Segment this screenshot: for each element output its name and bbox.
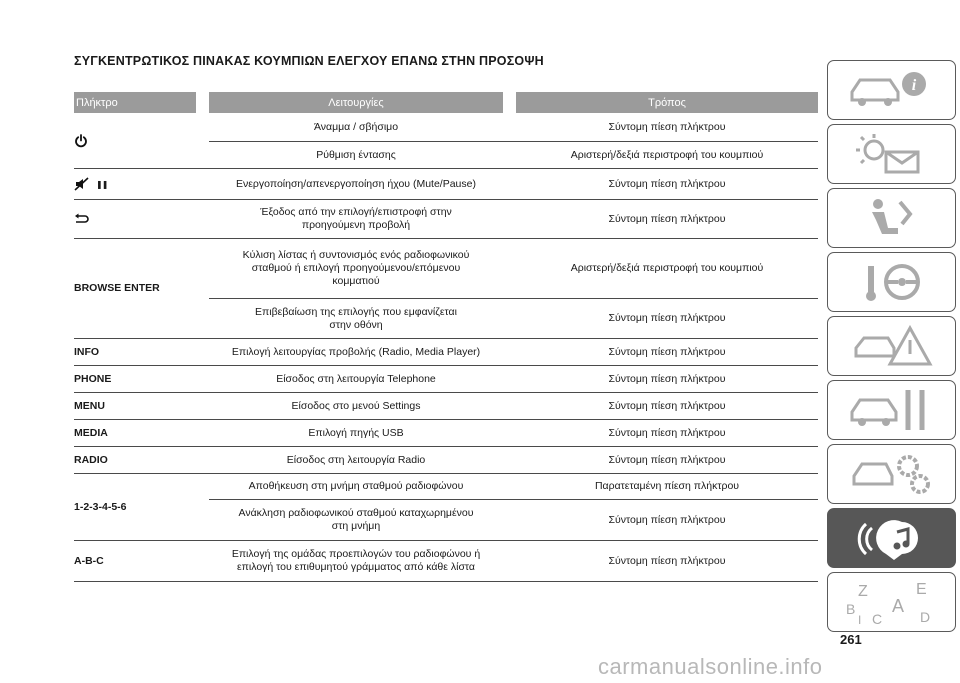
- index-letter: B: [845, 601, 855, 617]
- function-cell: Επιβεβαίωση της επιλογής που εμφανίζεται στην οθόνη: [255, 305, 457, 331]
- chapter-tabs: [827, 60, 956, 640]
- chapter-tab[interactable]: [827, 380, 956, 440]
- function-cell: Αποθήκευση στη μνήμη σταθμού ραδιοφώνου: [248, 480, 464, 492]
- multimedia-icon: [842, 514, 942, 562]
- pause-glyph: ❚❚: [96, 179, 108, 189]
- key-power: [74, 114, 204, 168]
- header-mode: Τρόπος: [516, 92, 818, 113]
- mode-cell: Σύντομη πίεση πλήκτρου: [608, 121, 726, 133]
- watermark: carmanualsonline.info: [598, 654, 823, 679]
- mode-cell: Σύντομη πίεση πλήκτρου: [608, 453, 726, 466]
- function-cell: Ανάκληση ραδιοφωνικού σταθμού καταχωρημένου στη μνήμη: [238, 507, 474, 532]
- mode-cell: Αριστερή/δεξιά περιστροφή του κουμπιού: [570, 262, 764, 274]
- key-steering-wheel-icon: [842, 258, 942, 306]
- function-cell: Ρύθμιση έντασης: [316, 148, 396, 161]
- row-divider: [74, 581, 818, 582]
- page-number: 261: [840, 632, 862, 647]
- index-letter: D: [919, 609, 930, 625]
- key-label: RADIO: [74, 453, 108, 466]
- header-key: Πλήκτρο: [74, 92, 196, 113]
- car-info-icon: [842, 66, 942, 114]
- function-cell: Άναμμα / σβήσιμο: [313, 121, 399, 133]
- mode-cell: Σύντομη πίεση πλήκτρου: [608, 372, 726, 385]
- mode-cell: Σύντομη πίεση πλήκτρου: [608, 177, 726, 190]
- mode-cell: Σύντομη πίεση πλήκτρου: [608, 212, 726, 225]
- mode-cell: Σύντομη πίεση πλήκτρου: [608, 554, 726, 567]
- function-cell: Είσοδος στο μενού Settings: [291, 399, 421, 412]
- index-letter: E: [915, 581, 927, 598]
- chapter-tab[interactable]: [827, 124, 956, 184]
- power-icon: [74, 134, 88, 148]
- mode-cell: Σύντομη πίεση πλήκτρου: [608, 345, 726, 358]
- chapter-tab[interactable]: [827, 188, 956, 248]
- chapter-tab[interactable]: [827, 252, 956, 312]
- mute-pause-icon: [74, 177, 90, 191]
- key-back: [74, 200, 204, 238]
- key-label: INFO: [74, 345, 100, 358]
- function-cell: Επιλογή της ομάδας προεπιλογών του ραδιοφώνου ή επιλογή του επιθυμητού γράμματος από κάθε λίστα: [231, 548, 481, 573]
- chapter-tab-active[interactable]: [827, 508, 956, 568]
- index-letter: Z: [857, 583, 868, 600]
- chapter-tab[interactable]: [827, 316, 956, 376]
- function-cell: Έξοδος από την επιλογή/επιστροφή στην προηγούμενη προβολή: [260, 206, 452, 231]
- function-cell: Είσοδος στη λειτουργία Telephone: [276, 372, 436, 385]
- key-label: MEDIA: [74, 426, 108, 439]
- function-cell: Κύλιση λίστας ή συντονισμός ενός ραδιοφωνικού σταθμού ή επιλογή προηγούμενου/επόμενου κομματιού: [242, 249, 470, 287]
- mode-cell: Σύντομη πίεση πλήκτρου: [608, 513, 726, 526]
- seat-airbag-icon: [842, 194, 942, 242]
- mode-cell: Αριστερή/δεξιά περιστροφή του κουμπιού: [570, 148, 764, 161]
- index-letter: I: [857, 613, 861, 626]
- accident-warning-icon: [842, 322, 942, 370]
- warning-lights-mail-icon: [842, 130, 942, 178]
- index-letter: A: [891, 596, 904, 616]
- key-mute-pause: [74, 169, 204, 199]
- function-cell: Ενεργοποίηση/απενεργοποίηση ήχου (Mute/Pause): [236, 177, 476, 190]
- page-title: ΣΥΓΚΕΝΤΡΩΤΙΚΟΣ ΠΙΝΑΚΑΣ ΚΟΥΜΠΙΩΝ ΕΛΕΓΧΟΥ ΕΠΑΝΩ ΣΤΗΝ ΠΡΟΣΟΨΗ: [74, 54, 544, 68]
- chapter-tab[interactable]: [827, 444, 956, 504]
- chapter-tab[interactable]: [827, 60, 956, 120]
- mode-cell: Σύντομη πίεση πλήκτρου: [608, 312, 726, 324]
- mode-cell: Παρατεταμένη πίεση πλήκτρου: [594, 480, 740, 492]
- svg-text:i: i: [911, 77, 916, 94]
- header-function: Λειτουργίες: [209, 92, 503, 113]
- function-cell: Επιλογή λειτουργίας προβολής (Radio, Media Player): [231, 345, 481, 358]
- back-icon: [74, 213, 90, 225]
- function-cell: Επιλογή πηγής USB: [308, 426, 404, 439]
- key-label: BROWSE ENTER: [74, 282, 160, 294]
- car-tools-icon: [842, 386, 942, 434]
- index-letter: C: [871, 611, 882, 626]
- gears-specs-icon: [842, 450, 942, 498]
- key-label: 1-2-3-4-5-6: [74, 500, 127, 513]
- mode-cell: Σύντομη πίεση πλήκτρου: [608, 426, 726, 439]
- mode-cell: Σύντομη πίεση πλήκτρου: [608, 399, 726, 412]
- chapter-tab[interactable]: [827, 572, 956, 632]
- alphabetical-index-icon: [842, 578, 942, 626]
- function-cell: Είσοδος στη λειτουργία Radio: [286, 453, 426, 466]
- key-label: MENU: [74, 399, 105, 412]
- key-label: PHONE: [74, 372, 112, 385]
- key-label: A-B-C: [74, 554, 104, 567]
